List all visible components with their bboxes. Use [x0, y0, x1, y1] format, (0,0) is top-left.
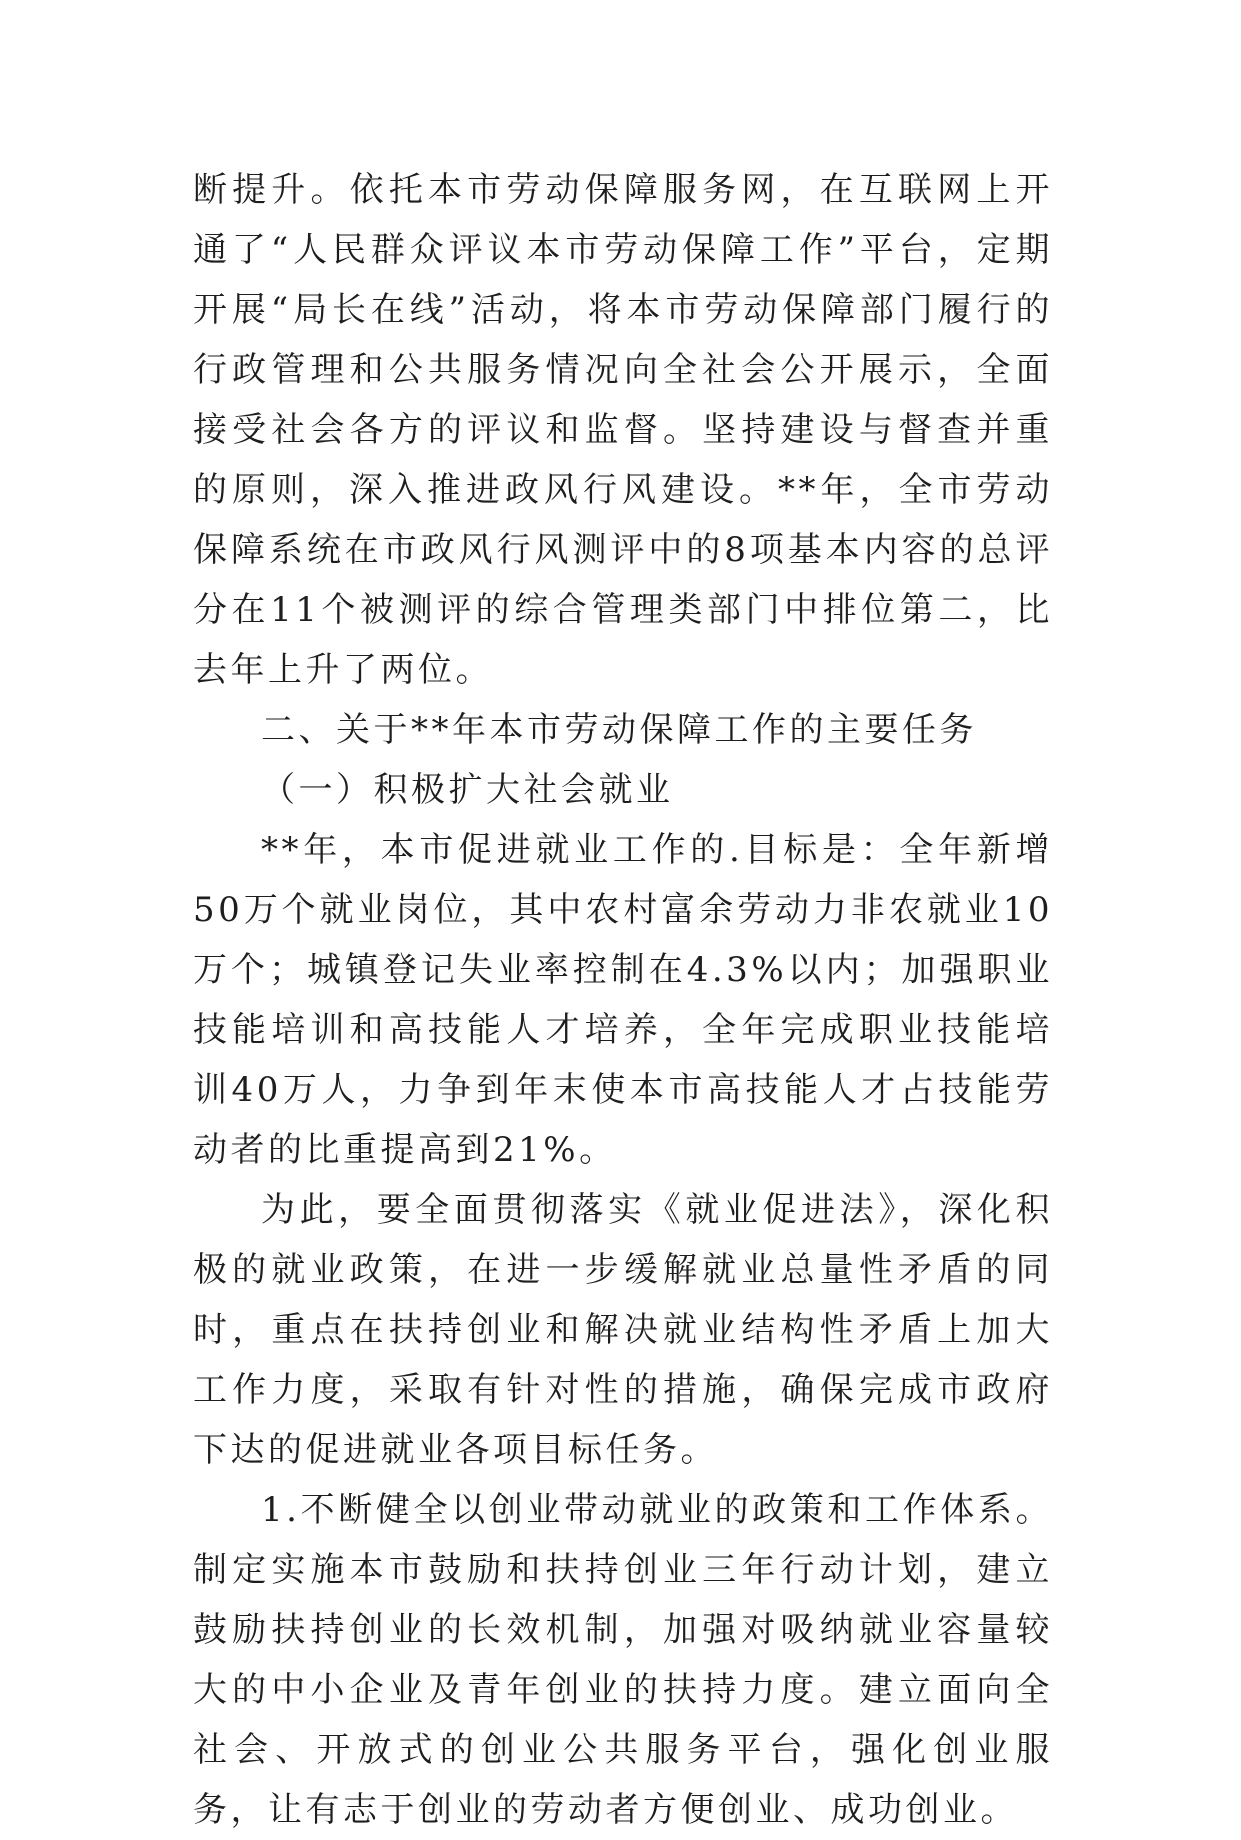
paragraph-employment-goals: **年，本市促进就业工作的.目标是：全年新增50万个就业岗位，其中农村富余劳动力非农就业10万个；城镇登记失业率控制在4.3%以内；加强职业技能培训和高技能人才培养，全年完成职业技能培训40万人，力争到年末使本市高技能人才占技能劳动者的比重提高到21%。 [193, 830, 1053, 1170]
paragraph-entrepreneurship: 1.不断健全以创业带动就业的政策和工作体系。制定实施本市鼓励和扶持创业三年行动计划，建立鼓励扶持创业的长效机制，加强对吸纳就业容量较大的中小企业及青年创业的扶持力度。建立面向全社会、开放式的创业公共服务平台，强化创业服务，让有志于创业的劳动者方便创业、成功创业。 [193, 1490, 1053, 1830]
document-body [193, 160, 1053, 1840]
paragraph-employment-policy: 为此，要全面贯彻落实《就业促进法》，深化积极的就业政策，在进一步缓解就业总量性矛盾的同时，重点在扶持创业和解决就业结构性矛盾上加大工作力度，采取有针对性的措施，确保完成市政府下达的促进就业各项目标任务。 [193, 1190, 1053, 1470]
section-heading-main-tasks: 二、关于**年本市劳动保障工作的主要任务 [261, 710, 977, 750]
paragraph-continuation: 断提升。依托本市劳动保障服务网，在互联网上开通了“人民群众评议本市劳动保障工作”平台，定期开展“局长在线”活动，将本市劳动保障部门履行的行政管理和公共服务情况向全社会公开展示，全面接受社会各方的评议和监督。坚持建设与督查并重的原则，深入推进政风行风建设。**年，全市劳动保障系统在市政风行风测评中的8项基本内容的总评分在11个被测评的综合管理类部门中排位第二，比去年上升了两位。 [193, 170, 1053, 690]
subsection-heading-employment: （一）积极扩大社会就业 [261, 770, 674, 810]
